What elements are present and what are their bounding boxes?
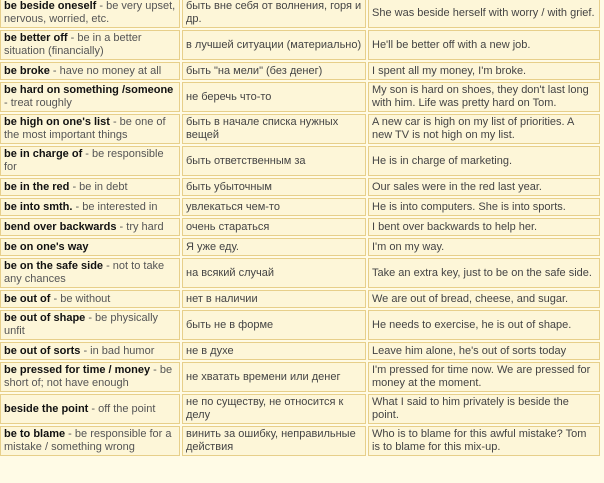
idiom-term: be pressed for time / money <box>4 364 151 376</box>
idiom-cell <box>0 362 180 392</box>
example-sentence-cell: He is into computers. She is into sports. <box>368 198 600 216</box>
idiom-cell <box>0 198 180 216</box>
example-sentence-cell: Take an extra key, just to be on the safe side. <box>368 258 600 288</box>
example-sentence-cell: He needs to exercise, he is out of shape. <box>368 310 600 340</box>
idiom-cell <box>0 394 180 424</box>
idiom-term: be on the safe side <box>4 260 104 272</box>
russian-translation-cell: нет в наличии <box>182 290 366 308</box>
idiom-term: be to blame <box>4 428 66 440</box>
idiom-cell <box>0 178 180 196</box>
idiom-term: be high on one's list <box>4 116 110 128</box>
idiom-cell <box>0 218 180 236</box>
idiom-definition: - be responsible for a mistake / something wrong <box>4 428 172 453</box>
idiom-definition: - be in debt <box>69 180 128 193</box>
table-row <box>0 198 600 216</box>
russian-translation-cell: не по существу, не относится к делу <box>182 394 366 424</box>
idiom-definition: - treat roughly <box>4 97 72 109</box>
example-sentence-cell: We are out of bread, cheese, and sugar. <box>368 290 600 308</box>
idiom-cell <box>0 30 180 60</box>
idiom-cell <box>0 258 180 288</box>
idiom-cell <box>0 310 180 340</box>
example-sentence-cell: He'll be better off with a new job. <box>368 30 600 60</box>
table-row <box>0 342 600 360</box>
russian-translation-cell: в лучшей ситуации (материально) <box>182 30 366 60</box>
idiom-definition: - be one of the most important things <box>4 116 166 141</box>
idiom-definition: - in bad humor <box>80 344 155 357</box>
idiom-term: be in charge of <box>4 148 83 160</box>
table-row <box>0 310 600 340</box>
idiom-definition: - not to take any chances <box>4 260 165 285</box>
example-sentence-cell: I'm pressed for time now. We are pressed for money at the moment. <box>368 362 600 392</box>
idiom-definition: - be interested in <box>72 200 158 213</box>
example-sentence-cell: A new car is high on my list of priorities. A new TV is not high on my list. <box>368 114 600 144</box>
idiom-term: be on one's way <box>4 240 89 253</box>
idiom-definition: - be in a better situation (financially) <box>4 32 142 57</box>
russian-translation-cell: очень стараться <box>182 218 366 236</box>
table-row <box>0 62 600 80</box>
idiom-cell <box>0 290 180 308</box>
example-sentence-cell: He is in charge of marketing. <box>368 146 600 176</box>
table-row <box>0 0 600 28</box>
idiom-definition: - off the point <box>88 402 156 415</box>
example-sentence-cell: Our sales were in the red last year. <box>368 178 600 196</box>
table-row <box>0 362 600 392</box>
example-sentence-cell: I spent all my money, I'm broke. <box>368 62 600 80</box>
idiom-cell <box>0 62 180 80</box>
idiom-term: be in the red <box>4 180 70 193</box>
table-row <box>0 218 600 236</box>
idiom-term: be better off <box>4 32 68 44</box>
idiom-cell <box>0 114 180 144</box>
idiom-definition: - be very upset, nervous, worried, etc. <box>4 0 176 25</box>
example-sentence-cell: She was beside herself with worry / with grief. <box>368 0 600 28</box>
russian-translation-cell: не хватать времени или денег <box>182 362 366 392</box>
table-row <box>0 82 600 112</box>
idiom-cell <box>0 146 180 176</box>
idiom-term: be out of sorts <box>4 344 81 357</box>
russian-translation-cell: быть вне себя от волнения, горя и др. <box>182 0 366 28</box>
russian-translation-cell: быть ответственным за <box>182 146 366 176</box>
table-row <box>0 426 600 456</box>
russian-translation-cell: быть убыточным <box>182 178 366 196</box>
table-row <box>0 178 600 196</box>
idiom-definition: - be without <box>50 292 111 305</box>
example-sentence-cell: My son is hard on shoes, they don't last long with him. Life was pretty hard on Tom. <box>368 82 600 112</box>
example-sentence-cell: Who is to blame for this awful mistake? Tom is to blame for this mix-up. <box>368 426 600 456</box>
table-row <box>0 114 600 144</box>
russian-translation-cell: увлекаться чем-то <box>182 198 366 216</box>
idiom-term: be into smth. <box>4 200 73 213</box>
table-row <box>0 146 600 176</box>
idiom-term: be broke <box>4 64 50 77</box>
idiom-cell <box>0 426 180 456</box>
russian-translation-cell: винить за ошибку, неправильные действия <box>182 426 366 456</box>
idiom-term: bend over backwards <box>4 220 117 233</box>
idiom-definition: - be responsible for <box>4 148 164 173</box>
idiom-term: be hard on something /someone <box>4 84 174 96</box>
russian-translation-cell: быть не в форме <box>182 310 366 340</box>
table-row <box>0 394 600 424</box>
idiom-cell <box>0 0 180 28</box>
russian-translation-cell: Я уже еду. <box>182 238 366 256</box>
example-sentence-cell: I'm on my way. <box>368 238 600 256</box>
example-sentence-cell: Leave him alone, he's out of sorts today <box>368 342 600 360</box>
idiom-term: be out of <box>4 292 51 305</box>
table-row <box>0 30 600 60</box>
russian-translation-cell: быть в начале списка нужных вещей <box>182 114 366 144</box>
russian-translation-cell: не беречь что-то <box>182 82 366 112</box>
idiom-term: beside the point <box>4 402 89 415</box>
idiom-cell <box>0 82 180 112</box>
russian-translation-cell: на всякий случай <box>182 258 366 288</box>
idiom-definition: - try hard <box>116 220 164 233</box>
idiom-definition: - be physically unfit <box>4 312 159 337</box>
example-sentence-cell: I bent over backwards to help her. <box>368 218 600 236</box>
idiom-definition: - be short of; not have enough <box>4 364 173 389</box>
idiom-definition: - have no money at all <box>49 64 162 77</box>
table-row <box>0 290 600 308</box>
example-sentence-cell: What I said to him privately is beside the point. <box>368 394 600 424</box>
idiom-cell <box>0 342 180 360</box>
table-row <box>0 238 600 256</box>
russian-translation-cell: быть "на мели" (без денег) <box>182 62 366 80</box>
idiom-term: be out of shape <box>4 312 86 324</box>
russian-translation-cell: не в духе <box>182 342 366 360</box>
idiom-term: be beside oneself <box>4 0 97 12</box>
idiom-cell <box>0 238 180 256</box>
table-row <box>0 258 600 288</box>
